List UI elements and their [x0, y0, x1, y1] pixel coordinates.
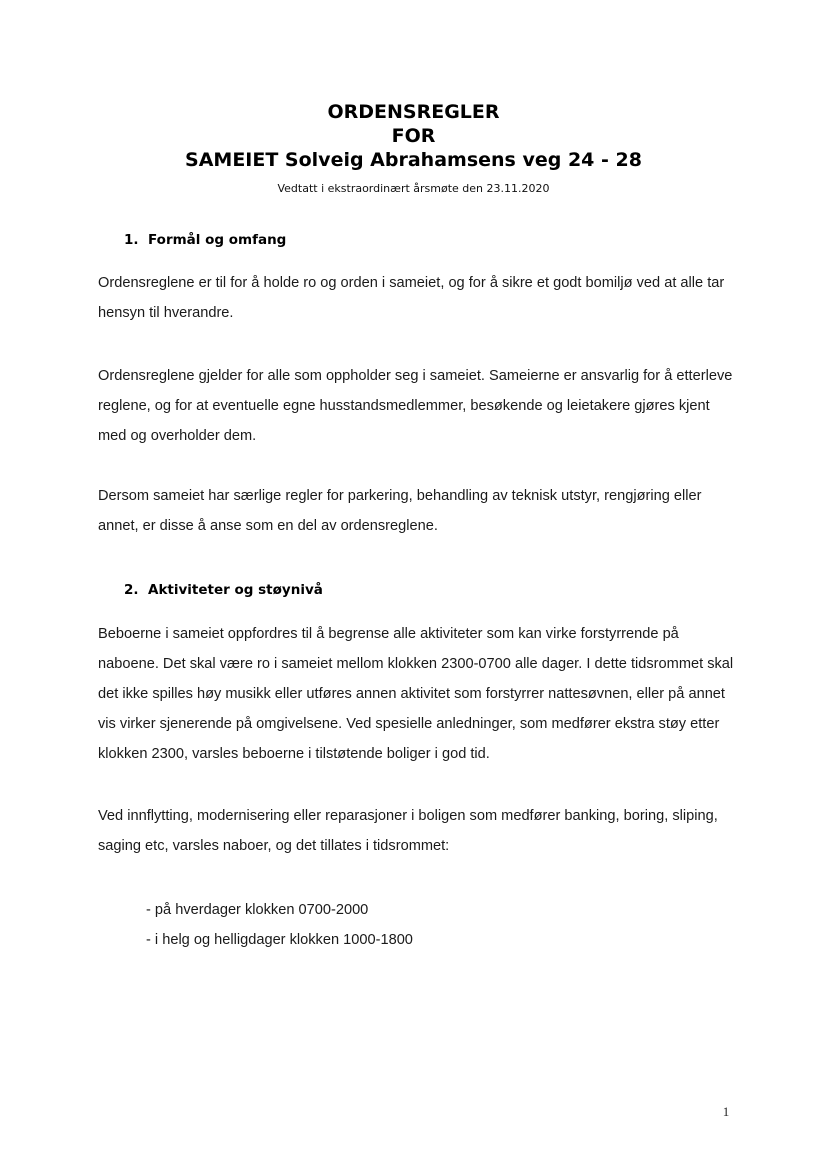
document-title-line-3: SAMEIET Solveig Abrahamsens veg 24 - 28: [185, 149, 642, 171]
section-1-title: Formål og omfang: [148, 232, 287, 248]
section-1-paragraph-2: Ordensreglene gjelder for alle som oppholder seg i sameiet. Sameierne er ansvarlig for å etterleve reglene, og for at eventuelle egne husstandsmedlemmer, besøkende og leietakere gjøres kjent med og overholder dem.: [98, 368, 733, 444]
document-title-line-1: ORDENSREGLER: [327, 101, 500, 123]
list-item: - på hverdager klokken 0700-2000: [146, 902, 369, 918]
section-1-heading: [124, 231, 286, 249]
section-1-paragraph-3: Dersom sameiet har særlige regler for parkering, behandling av teknisk utstyr, rengjøring eller annet, er disse å anse som en del av ordensreglene.: [98, 488, 702, 534]
section-2-heading: [124, 581, 323, 599]
section-1-number: 1.: [124, 232, 139, 248]
section-2-paragraph-1: Beboerne i sameiet oppfordres til å begrense alle aktiviteter som kan virke forstyrrende på naboene. Det skal være ro i sameiet mellom klokken 2300-0700 alle dager. I dette tidsrommet skal det ikke spilles høy musikk eller utføres annen aktivitet som forstyrrer nattesøvnen, eller på annet vis virker sjenerende på omgivelsene. Ved spesielle anledninger, som medfører ekstra støy etter klokken 2300, varsles beboerne i tilstøtende boliger i god tid.: [98, 626, 734, 762]
section-2-title: Aktiviteter og støynivå: [148, 582, 323, 598]
list-item: - i helg og helligdager klokken 1000-1800: [146, 932, 413, 948]
page-number: 1: [722, 1104, 730, 1119]
allowed-times-list: [146, 895, 706, 955]
section-2-paragraph-2: Ved innflytting, modernisering eller reparasjoner i boligen som medfører banking, boring, sliping, saging etc, varsles naboer, og det tillates i tidsrommet:: [98, 808, 718, 854]
document-title-line-2: FOR: [391, 125, 436, 147]
section-2-number: 2.: [124, 582, 139, 598]
adoption-note: Vedtatt i ekstraordinært årsmøte den 23.11.2020: [277, 182, 550, 195]
section-1-paragraph-1: Ordensreglene er til for å holde ro og orden i sameiet, og for å sikre et godt bomiljø ved at alle tar hensyn til hverandre.: [98, 275, 725, 321]
